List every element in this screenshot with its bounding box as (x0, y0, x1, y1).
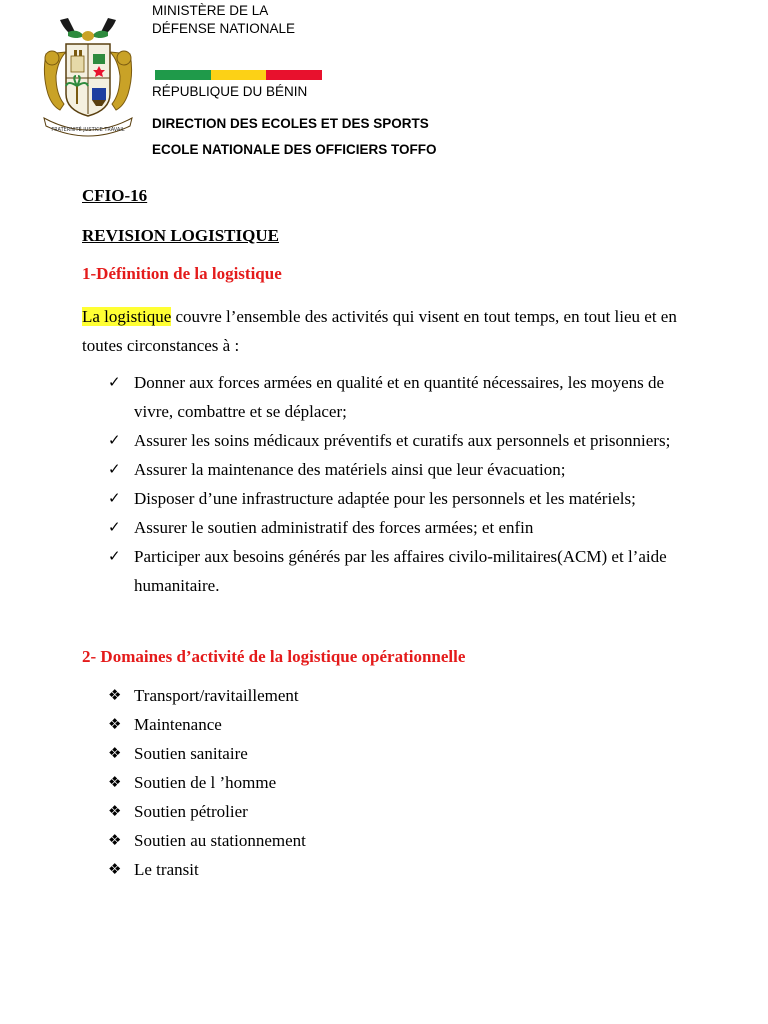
list-item-text: Assurer le soutien administratif des forces armées; et enfin (134, 518, 534, 537)
definition-paragraph (82, 302, 702, 360)
checkmark-icon: ✓ (108, 547, 121, 565)
flag-stripe-yellow (211, 70, 267, 80)
diamond-bullet-icon: ❖ (108, 860, 122, 878)
diamond-bullet-icon: ❖ (108, 715, 122, 733)
school-label: ECOLE NATIONALE DES OFFICIERS TOFFO (152, 142, 437, 157)
list-item-text: Transport/ravitaillement (134, 686, 299, 705)
list-item (108, 513, 688, 542)
list-item-text: Assurer la maintenance des matériels ainsi que leur évacuation; (134, 460, 566, 479)
list-item (108, 826, 306, 855)
checkmark-icon: ✓ (108, 518, 121, 536)
list-item (108, 455, 688, 484)
flag-stripe-green (155, 70, 211, 80)
flag-stripe-red (266, 70, 322, 80)
definition-text: couvre l’ensemble des activités qui visent en tout temps, en tout lieu et en toutes circonstances à : (82, 307, 677, 355)
list-item (108, 484, 688, 513)
list-item (108, 542, 688, 600)
list-item (108, 768, 306, 797)
list-item-text: Soutien sanitaire (134, 744, 248, 763)
national-flag-bar (155, 70, 322, 80)
list-item-text: Donner aux forces armées en qualité et en quantité nécessaires, les moyens de vivre, combattre et se déplacer; (134, 373, 665, 421)
checkmark-icon: ✓ (108, 460, 121, 478)
diamond-bullet-icon: ❖ (108, 802, 122, 820)
section-1-heading: 1-Définition de la logistique (82, 264, 282, 283)
list-item (108, 368, 688, 426)
document-code: CFIO-16 (82, 186, 148, 205)
highlighted-term: La logistique (82, 307, 172, 326)
diamond-bullet-icon: ❖ (108, 744, 122, 762)
ministry-line-2: DÉFENSE NATIONALE (152, 21, 296, 36)
list-item-text: Soutien de l ’homme (134, 773, 277, 792)
list-item-text: Le transit (134, 860, 199, 879)
direction-label: DIRECTION DES ECOLES ET DES SPORTS (152, 116, 429, 131)
diamond-bullet-icon: ❖ (108, 686, 122, 704)
activity-domains-list (108, 681, 306, 884)
svg-text:FRATERNITÉ JUSTICE TRAVAIL: FRATERNITÉ JUSTICE TRAVAIL (51, 127, 125, 133)
diamond-bullet-icon: ❖ (108, 773, 122, 791)
list-item-text: Disposer d’une infrastructure adaptée pour les personnels et les matériels; (134, 489, 636, 508)
coat-of-arms-emblem (38, 14, 138, 142)
list-item (108, 681, 306, 710)
list-item (108, 426, 688, 455)
list-item (108, 855, 306, 884)
list-item-text: Maintenance (134, 715, 222, 734)
diamond-bullet-icon: ❖ (108, 831, 122, 849)
checkmark-icon: ✓ (108, 373, 121, 391)
ministry-label (152, 2, 295, 38)
logistics-objectives-list (108, 368, 688, 600)
document-title: REVISION LOGISTIQUE (82, 226, 279, 245)
list-item-text: Soutien pétrolier (134, 802, 248, 821)
list-item-text: Soutien au stationnement (134, 831, 306, 850)
checkmark-icon: ✓ (108, 431, 121, 449)
list-item-text: Assurer les soins médicaux préventifs et curatifs aux personnels et prisonniers; (134, 431, 671, 450)
list-item-text: Participer aux besoins générés par les affaires civilo-militaires(ACM) et l’aide humanitaire. (134, 547, 667, 595)
checkmark-icon: ✓ (108, 489, 121, 507)
republic-label: RÉPUBLIQUE DU BÉNIN (152, 84, 308, 99)
list-item (108, 797, 306, 826)
list-item (108, 739, 306, 768)
list-item (108, 710, 306, 739)
ministry-line-1: MINISTÈRE DE LA (152, 3, 269, 18)
section-2-heading: 2- Domaines d’activité de la logistique opérationnelle (82, 647, 466, 666)
